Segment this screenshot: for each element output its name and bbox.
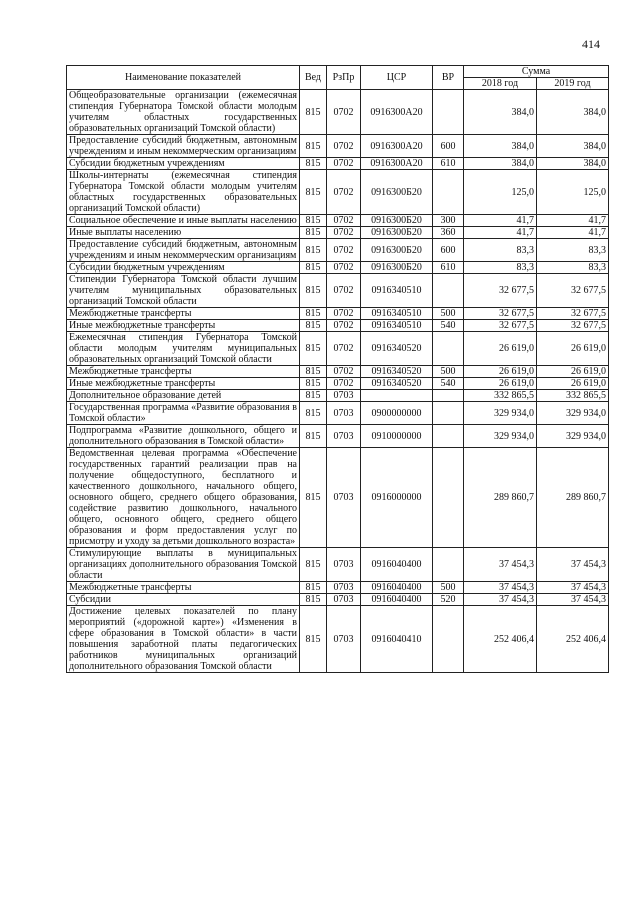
row-rzpr: 0703 — [327, 548, 361, 582]
row-csr: 0916340520 — [361, 332, 433, 366]
row-ved: 815 — [300, 425, 327, 448]
row-amount-2018: 32 677,5 — [464, 308, 537, 320]
row-csr: 0916040400 — [361, 548, 433, 582]
table-row — [67, 308, 609, 320]
row-ved: 815 — [300, 320, 327, 332]
row-amount-2018: 83,3 — [464, 262, 537, 274]
row-csr: 0916300Б20 — [361, 215, 433, 227]
row-name: Школы-интернаты (ежемесячная стипендия Губернатора Томской области молодым учителям областных государственных образовательных организаций Томской области) — [67, 170, 300, 215]
table-row — [67, 332, 609, 366]
row-ved: 815 — [300, 135, 327, 158]
row-amount-2019: 32 677,5 — [537, 274, 609, 308]
row-rzpr: 0702 — [327, 366, 361, 378]
table-row — [67, 390, 609, 402]
row-csr: 0910000000 — [361, 425, 433, 448]
row-name: Иные межбюджетные трансферты — [67, 320, 300, 332]
row-name: Межбюджетные трансферты — [67, 366, 300, 378]
row-amount-2019: 26 619,0 — [537, 332, 609, 366]
row-csr: 0916300А20 — [361, 90, 433, 135]
row-rzpr: 0702 — [327, 274, 361, 308]
row-amount-2018: 289 860,7 — [464, 448, 537, 548]
row-vr: 500 — [433, 308, 464, 320]
row-amount-2018: 32 677,5 — [464, 320, 537, 332]
row-name: Государственная программа «Развитие образования в Томской области» — [67, 402, 300, 425]
header-name: Наименование показателей — [67, 66, 300, 90]
row-vr — [433, 90, 464, 135]
row-amount-2019: 289 860,7 — [537, 448, 609, 548]
row-vr: 300 — [433, 215, 464, 227]
row-ved: 815 — [300, 378, 327, 390]
header-csr: ЦСР — [361, 66, 433, 90]
row-amount-2018: 32 677,5 — [464, 274, 537, 308]
row-rzpr: 0703 — [327, 582, 361, 594]
row-ved: 815 — [300, 402, 327, 425]
row-vr: 360 — [433, 227, 464, 239]
table-row — [67, 366, 609, 378]
row-csr: 0916300Б20 — [361, 239, 433, 262]
row-vr — [433, 448, 464, 548]
row-rzpr: 0702 — [327, 239, 361, 262]
row-amount-2019: 384,0 — [537, 90, 609, 135]
table-row — [67, 262, 609, 274]
row-amount-2018: 41,7 — [464, 215, 537, 227]
row-rzpr: 0702 — [327, 262, 361, 274]
row-csr — [361, 390, 433, 402]
row-rzpr: 0703 — [327, 402, 361, 425]
row-rzpr: 0702 — [327, 332, 361, 366]
row-csr: 0916340510 — [361, 320, 433, 332]
row-name: Субсидии бюджетным учреждениям — [67, 262, 300, 274]
row-csr: 0900000000 — [361, 402, 433, 425]
table-row — [67, 170, 609, 215]
row-vr: 540 — [433, 378, 464, 390]
row-amount-2018: 384,0 — [464, 158, 537, 170]
row-amount-2019: 83,3 — [537, 262, 609, 274]
row-amount-2019: 384,0 — [537, 135, 609, 158]
row-amount-2018: 252 406,4 — [464, 606, 537, 673]
row-ved: 815 — [300, 215, 327, 227]
row-csr: 0916040400 — [361, 582, 433, 594]
row-amount-2019: 32 677,5 — [537, 320, 609, 332]
row-name: Иные межбюджетные трансферты — [67, 378, 300, 390]
row-vr — [433, 274, 464, 308]
row-vr — [433, 402, 464, 425]
row-name: Общеобразовательные организации (ежемесячная стипендия Губернатора Томской области молодым учителям областных государственных образовательных организаций Томской области) — [67, 90, 300, 135]
row-amount-2019: 125,0 — [537, 170, 609, 215]
row-name: Дополнительное образование детей — [67, 390, 300, 402]
row-rzpr: 0702 — [327, 90, 361, 135]
row-amount-2019: 332 865,5 — [537, 390, 609, 402]
row-amount-2018: 37 454,3 — [464, 582, 537, 594]
row-vr: 500 — [433, 366, 464, 378]
row-vr — [433, 548, 464, 582]
row-amount-2019: 252 406,4 — [537, 606, 609, 673]
row-amount-2019: 41,7 — [537, 215, 609, 227]
row-amount-2019: 26 619,0 — [537, 378, 609, 390]
row-ved: 815 — [300, 606, 327, 673]
row-amount-2018: 125,0 — [464, 170, 537, 215]
row-vr: 540 — [433, 320, 464, 332]
row-amount-2019: 329 934,0 — [537, 402, 609, 425]
row-rzpr: 0703 — [327, 425, 361, 448]
row-name: Стипендии Губернатора Томской области лучшим учителям муниципальных образовательных организаций Томской области — [67, 274, 300, 308]
row-amount-2018: 384,0 — [464, 90, 537, 135]
row-rzpr: 0703 — [327, 606, 361, 673]
row-csr: 0916040410 — [361, 606, 433, 673]
row-name: Ведомственная целевая программа «Обеспечение государственных гарантий реализации прав на получение общедоступного, бесплатного и качественного дошкольного, начального общего, основного общего, среднего общего образования, содействие развитию дошкольного, начального общего, основного общего, среднего общего образования и форм предоставления услуг по присмотру и уходу за детьми дошкольного возраста» — [67, 448, 300, 548]
row-csr: 0916300А20 — [361, 135, 433, 158]
table-row — [67, 320, 609, 332]
row-amount-2018: 41,7 — [464, 227, 537, 239]
row-name: Стимулирующие выплаты в муниципальных организациях дополнительного образования Томской области — [67, 548, 300, 582]
row-rzpr: 0702 — [327, 320, 361, 332]
header-rzpr: РзПр — [327, 66, 361, 90]
row-amount-2019: 83,3 — [537, 239, 609, 262]
row-rzpr: 0702 — [327, 170, 361, 215]
row-amount-2018: 329 934,0 — [464, 402, 537, 425]
header-vr: ВР — [433, 66, 464, 90]
row-ved: 815 — [300, 227, 327, 239]
row-csr: 0916000000 — [361, 448, 433, 548]
row-ved: 815 — [300, 390, 327, 402]
row-ved: 815 — [300, 262, 327, 274]
header-ved: Вед — [300, 66, 327, 90]
row-name: Предоставление субсидий бюджетным, автономным учреждениям и иным некоммерческим организациям — [67, 135, 300, 158]
table-row — [67, 606, 609, 673]
page-number: 414 — [582, 37, 600, 51]
row-amount-2019: 384,0 — [537, 158, 609, 170]
row-csr: 0916340520 — [361, 378, 433, 390]
row-name: Предоставление субсидий бюджетным, автономным учреждениям и иным некоммерческим организациям — [67, 239, 300, 262]
row-amount-2019: 37 454,3 — [537, 548, 609, 582]
row-vr: 500 — [433, 582, 464, 594]
row-vr — [433, 170, 464, 215]
row-csr: 0916300А20 — [361, 158, 433, 170]
row-rzpr: 0702 — [327, 158, 361, 170]
row-ved: 815 — [300, 594, 327, 606]
row-amount-2018: 37 454,3 — [464, 594, 537, 606]
table-row — [67, 239, 609, 262]
row-amount-2019: 37 454,3 — [537, 582, 609, 594]
budget-table — [66, 65, 609, 673]
row-amount-2019: 37 454,3 — [537, 594, 609, 606]
row-csr: 0916300Б20 — [361, 262, 433, 274]
row-amount-2019: 32 677,5 — [537, 308, 609, 320]
row-ved: 815 — [300, 170, 327, 215]
table-row — [67, 227, 609, 239]
row-amount-2018: 384,0 — [464, 135, 537, 158]
row-rzpr: 0703 — [327, 448, 361, 548]
row-amount-2019: 41,7 — [537, 227, 609, 239]
row-csr: 0916300Б20 — [361, 170, 433, 215]
row-name: Подпрограмма «Развитие дошкольного, общего и дополнительного образования в Томской области» — [67, 425, 300, 448]
row-rzpr: 0702 — [327, 227, 361, 239]
table-row — [67, 378, 609, 390]
row-name: Межбюджетные трансферты — [67, 308, 300, 320]
row-name: Иные выплаты населению — [67, 227, 300, 239]
table-row — [67, 402, 609, 425]
row-vr — [433, 332, 464, 366]
table-row — [67, 90, 609, 135]
table-row — [67, 448, 609, 548]
row-name: Достижение целевых показателей по плану мероприятий («дорожной карте») «Изменения в сфере образования в Томской области» в части повышения заработной платы педагогических работников муниципальных организаций дополнительного образования Томской области — [67, 606, 300, 673]
row-amount-2018: 329 934,0 — [464, 425, 537, 448]
row-vr — [433, 425, 464, 448]
row-amount-2018: 332 865,5 — [464, 390, 537, 402]
row-rzpr: 0703 — [327, 594, 361, 606]
table-row — [67, 135, 609, 158]
row-rzpr: 0702 — [327, 215, 361, 227]
row-ved: 815 — [300, 366, 327, 378]
row-amount-2019: 26 619,0 — [537, 366, 609, 378]
row-ved: 815 — [300, 274, 327, 308]
row-ved: 815 — [300, 308, 327, 320]
table-header — [67, 66, 609, 90]
header-2018: 2018 год — [464, 78, 537, 90]
row-name: Межбюджетные трансферты — [67, 582, 300, 594]
row-vr: 610 — [433, 158, 464, 170]
row-ved: 815 — [300, 332, 327, 366]
row-ved: 815 — [300, 582, 327, 594]
row-rzpr: 0702 — [327, 135, 361, 158]
row-rzpr: 0702 — [327, 378, 361, 390]
table-row — [67, 548, 609, 582]
row-vr: 600 — [433, 135, 464, 158]
row-ved: 815 — [300, 90, 327, 135]
row-ved: 815 — [300, 448, 327, 548]
row-vr — [433, 606, 464, 673]
table-row — [67, 425, 609, 448]
row-csr: 0916340520 — [361, 366, 433, 378]
row-vr: 520 — [433, 594, 464, 606]
table-row — [67, 594, 609, 606]
header-2019: 2019 год — [537, 78, 609, 90]
row-rzpr: 0702 — [327, 308, 361, 320]
table-row — [67, 582, 609, 594]
table-row — [67, 215, 609, 227]
row-ved: 815 — [300, 548, 327, 582]
row-ved: 815 — [300, 239, 327, 262]
row-vr — [433, 390, 464, 402]
row-name: Субсидии бюджетным учреждениям — [67, 158, 300, 170]
row-name: Субсидии — [67, 594, 300, 606]
table-row — [67, 158, 609, 170]
row-ved: 815 — [300, 158, 327, 170]
row-name: Ежемесячная стипендия Губернатора Томской области молодым учителям муниципальных образовательных организаций Томской области — [67, 332, 300, 366]
row-amount-2018: 83,3 — [464, 239, 537, 262]
header-sum: Сумма — [464, 66, 609, 78]
row-amount-2018: 26 619,0 — [464, 378, 537, 390]
row-vr: 600 — [433, 239, 464, 262]
row-amount-2019: 329 934,0 — [537, 425, 609, 448]
table-body — [67, 90, 609, 673]
row-amount-2018: 26 619,0 — [464, 366, 537, 378]
table-row — [67, 274, 609, 308]
row-vr: 610 — [433, 262, 464, 274]
row-csr: 0916340510 — [361, 274, 433, 308]
row-csr: 0916340510 — [361, 308, 433, 320]
row-name: Социальное обеспечение и иные выплаты населению — [67, 215, 300, 227]
row-amount-2018: 37 454,3 — [464, 548, 537, 582]
row-rzpr: 0703 — [327, 390, 361, 402]
row-csr: 0916040400 — [361, 594, 433, 606]
row-amount-2018: 26 619,0 — [464, 332, 537, 366]
row-csr: 0916300Б20 — [361, 227, 433, 239]
